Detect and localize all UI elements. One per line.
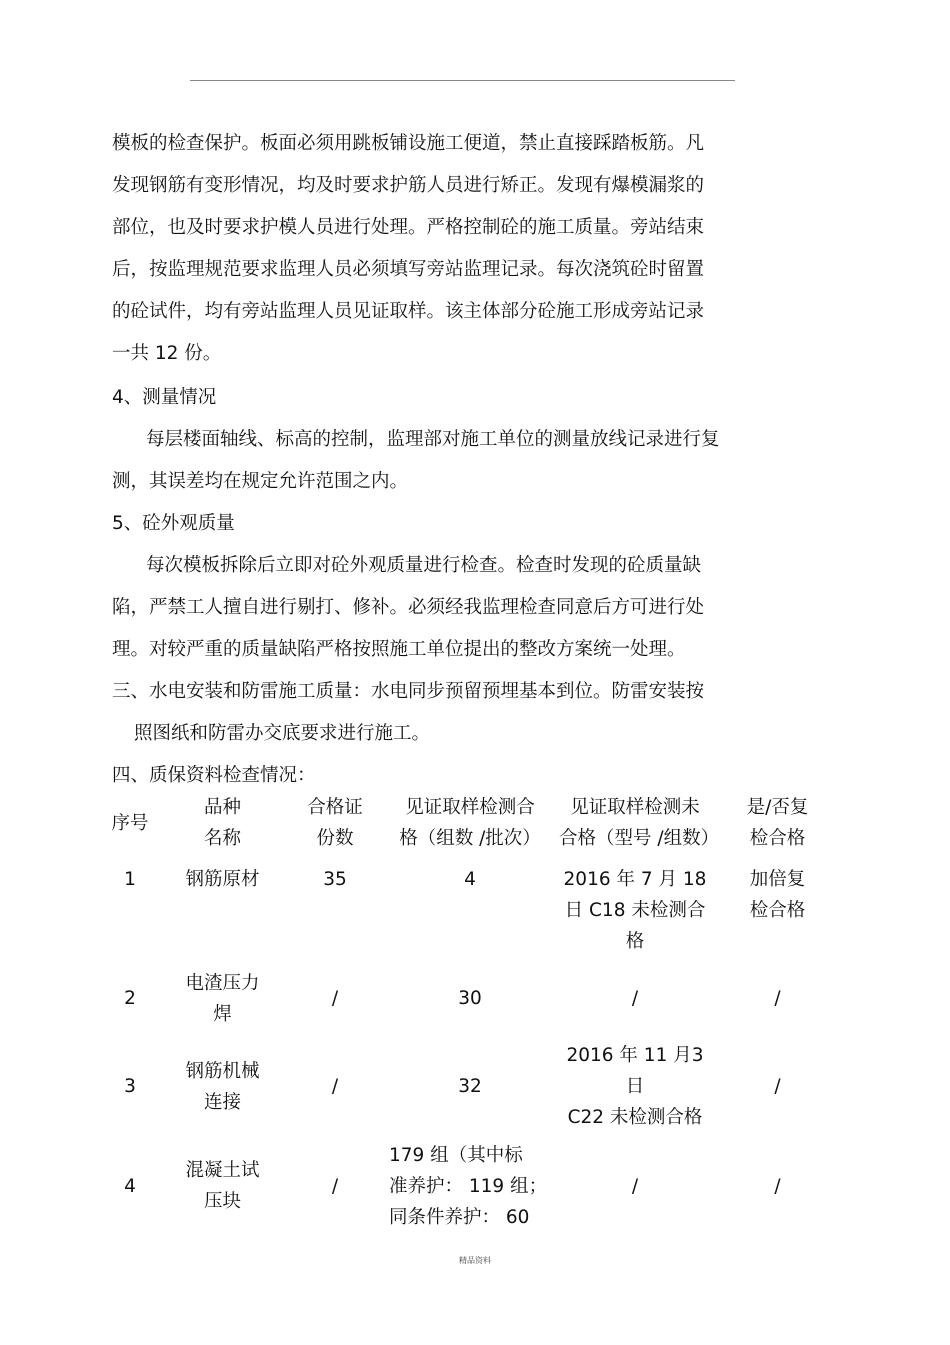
header-text: 见证取样检测未 <box>570 797 700 818</box>
table-cell <box>555 959 715 1038</box>
text-line: 理。对较严重的质量缺陷严格按照施工单位提出的整改方案统一处理。 <box>112 639 686 660</box>
table-row <box>100 959 840 1038</box>
cell-text: 混凝土试 <box>185 1160 260 1181</box>
cell-text: / <box>631 988 639 1009</box>
table-cell <box>160 1038 285 1135</box>
table-cell <box>385 856 555 959</box>
cell-text: / <box>331 1076 339 1097</box>
cell-text: 4 <box>464 869 476 890</box>
section-quality-docs: 四、质保资料检查情况： <box>112 765 316 786</box>
cell-text: / <box>774 1175 781 1197</box>
cell-text: 准养护： 119 组； <box>389 1175 548 1197</box>
paragraph-formwork <box>112 123 752 375</box>
heading-survey: 4、测量情况 <box>112 387 217 408</box>
table-cell <box>160 1135 285 1237</box>
table-row <box>100 1135 840 1237</box>
cell-text: 钢筋机械 <box>185 1060 260 1082</box>
cell-text: 连接 <box>203 1091 241 1113</box>
header-text: 检合格 <box>749 828 806 849</box>
table-cell <box>100 856 160 959</box>
header-text: 合格证 <box>307 797 363 818</box>
cell-text: 2016 年 11 月3 <box>566 1045 704 1066</box>
cell-text: 压块 <box>203 1191 241 1212</box>
footer-label: 精品资料 <box>459 1256 491 1265</box>
header-text: 品种 <box>203 797 241 818</box>
cell-text: 日 <box>625 1076 645 1097</box>
table-cell <box>715 1135 840 1237</box>
table-header-cell <box>160 790 285 856</box>
cell-text: 179 组（其中标 <box>389 1144 523 1166</box>
cell-text: 同条件养护： 60 <box>389 1206 530 1228</box>
table-header-cell <box>100 790 160 856</box>
table-cell <box>555 856 715 959</box>
text-line: 部位，也及时要求护模人员进行处理。严格控制砼的施工质量。旁站结束 <box>112 217 705 238</box>
text-line: 的砼试件，均有旁站监理人员见证取样。该主体部分砼施工形成旁站记录 <box>112 301 705 322</box>
cell-text: / <box>774 988 781 1009</box>
table-cell <box>285 1038 385 1135</box>
table-cell <box>555 1038 715 1135</box>
quality-docs-table <box>100 790 840 1237</box>
table-cell <box>160 856 285 959</box>
header-text: 名称 <box>203 828 241 849</box>
table-cell <box>160 959 285 1038</box>
table-row <box>100 1038 840 1135</box>
cell-text: 焊 <box>213 1003 232 1025</box>
header-text: 是/否复 <box>746 797 809 818</box>
cell-text: 32 <box>458 1076 482 1097</box>
table-cell <box>100 959 160 1038</box>
header-text: 序号 <box>111 812 149 834</box>
table-cell <box>285 856 385 959</box>
table-row <box>100 856 840 959</box>
table-header-cell <box>385 790 555 856</box>
cell-text: 2016 年 7 月 18 <box>563 869 707 890</box>
text-line: 后，按监理规范要求监理人员必须填写旁站监理记录。每次浇筑砼时留置 <box>112 259 705 280</box>
table-header-cell <box>285 790 385 856</box>
table-cell <box>385 959 555 1038</box>
text-line: 每层楼面轴线、标高的控制，监理部对施工单位的测量放线记录进行复 <box>146 429 720 450</box>
paragraph-appearance <box>112 545 752 671</box>
table-cell <box>715 1038 840 1135</box>
table-cell <box>385 1038 555 1135</box>
table-header-cell <box>715 790 840 856</box>
text-line: 发现钢筋有变形情况，均及时要求护筋人员进行矫正。发现有爆模漏浆的 <box>112 175 705 196</box>
header-text: 见证取样检测合 <box>405 797 535 818</box>
text-line: 三、水电安装和防雷施工质量：水电同步预留预埋基本到位。防雷安装按 <box>112 681 705 702</box>
header-text: 合格（型号 /组数） <box>559 828 720 849</box>
text-line: 陷，严禁工人擅自进行剔打、修补。必须经我监理检查同意后方可进行处 <box>112 597 705 618</box>
cell-text: 格 <box>625 931 645 952</box>
cell-text: 日 C18 未检测合 <box>564 900 706 921</box>
section-electrical <box>112 671 752 755</box>
cell-text: 2 <box>124 988 136 1009</box>
cell-text: / <box>631 1175 639 1197</box>
table-cell <box>285 959 385 1038</box>
header-rule <box>190 80 735 81</box>
text-line: 测，其误差均在规定允许范围之内。 <box>112 471 409 492</box>
table-cell <box>555 1135 715 1237</box>
cell-text: 1 <box>124 869 136 890</box>
table-cell <box>715 959 840 1038</box>
paragraph-survey <box>112 419 752 503</box>
cell-text: C22 未检测合格 <box>567 1107 703 1128</box>
cell-text: 检合格 <box>749 900 806 921</box>
heading-appearance: 5、砼外观质量 <box>112 513 235 534</box>
cell-text: 35 <box>323 869 347 890</box>
cell-text: 电渣压力 <box>185 972 260 994</box>
text-line: 一共 12 份。 <box>112 343 222 364</box>
cell-text: / <box>331 1175 339 1197</box>
cell-text: / <box>774 1076 781 1097</box>
header-text: 份数 <box>316 828 354 849</box>
text-line: 每次模板拆除后立即对砼外观质量进行检查。检查时发现的砼质量缺 <box>146 555 702 576</box>
cell-text: 30 <box>458 988 482 1009</box>
table-cell <box>715 856 840 959</box>
cell-text: 加倍复 <box>749 869 806 890</box>
table-cell <box>385 1135 555 1237</box>
header-text: 格（组数 /批次） <box>399 828 541 849</box>
table-header-cell <box>555 790 720 856</box>
table-cell <box>285 1135 385 1237</box>
table-header-row <box>100 790 840 856</box>
cell-text: 4 <box>124 1175 136 1197</box>
cell-text: / <box>331 988 339 1009</box>
text-line: 模板的检查保护。板面必须用跳板铺设施工便道，禁止直接踩踏板筋。凡 <box>112 133 705 154</box>
table-cell <box>100 1135 160 1237</box>
cell-text: 钢筋原材 <box>185 869 260 890</box>
cell-text: 3 <box>124 1076 136 1097</box>
text-line: 照图纸和防雷办交底要求进行施工。 <box>134 723 431 744</box>
table-cell <box>100 1038 160 1135</box>
